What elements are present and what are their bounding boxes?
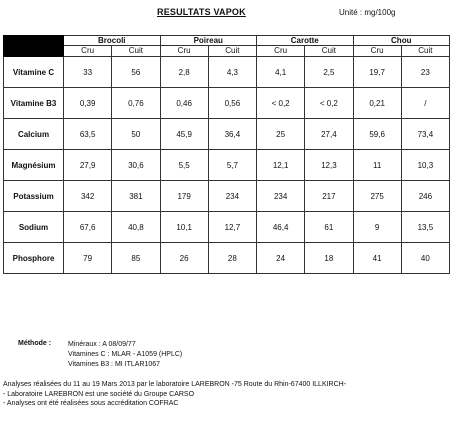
- table-cell: 27,4: [305, 119, 353, 150]
- note-line: - Analyses ont été réalisées sous accréditation COFRAC: [3, 400, 179, 407]
- subheader-cru: Cru: [353, 46, 401, 57]
- table-corner: [4, 36, 64, 57]
- table-cell: /: [401, 88, 449, 119]
- table-cell: 18: [305, 243, 353, 274]
- note-line: - Laboratoire LAREBRON est une société du Groupe CARSO: [3, 390, 195, 398]
- table-cell: 40: [401, 243, 449, 274]
- table-row: [4, 150, 450, 181]
- row-label: Calcium: [4, 119, 64, 150]
- table-cell: 12,1: [257, 150, 305, 181]
- analysis-notes: [3, 380, 346, 409]
- table-cell: 45,9: [160, 119, 208, 150]
- subheader-cuit: Cuit: [305, 46, 353, 57]
- table-cell: 50: [112, 119, 160, 150]
- subheader-cru: Cru: [257, 46, 305, 57]
- table-cell: 79: [64, 243, 112, 274]
- table-cell: 4,1: [257, 57, 305, 88]
- table-cell: 46,4: [257, 212, 305, 243]
- table-cell: < 0,2: [305, 88, 353, 119]
- table-cell: 0,39: [64, 88, 112, 119]
- table-cell: 19,7: [353, 57, 401, 88]
- table-cell: 61: [305, 212, 353, 243]
- page-title: RESULTATS VAPOK: [157, 7, 246, 17]
- table-cell: 0,21: [353, 88, 401, 119]
- subheader-cru: Cru: [64, 46, 112, 57]
- table-cell: 41: [353, 243, 401, 274]
- subheader-cuit: Cuit: [401, 46, 449, 57]
- table-cell: 85: [112, 243, 160, 274]
- method-line: Minéraux : A 08/09/77: [68, 341, 136, 348]
- row-label: Magnésium: [4, 150, 64, 181]
- table-cell: 5,7: [208, 150, 256, 181]
- row-label: Phosphore: [4, 243, 64, 274]
- table-row: [4, 243, 450, 274]
- row-label: Vitamine B3: [4, 88, 64, 119]
- row-label: Vitamine C: [4, 57, 64, 88]
- header-brocoli: Brocoli: [64, 36, 161, 46]
- subheader-cuit: Cuit: [112, 46, 160, 57]
- method-label: Méthode :: [18, 340, 52, 347]
- table-cell: 28: [208, 243, 256, 274]
- table-cell: 67,6: [64, 212, 112, 243]
- table-cell: 246: [401, 181, 449, 212]
- table-cell: 217: [305, 181, 353, 212]
- table-cell: 234: [208, 181, 256, 212]
- unit-label: Unité : mg/100g: [339, 8, 396, 17]
- state-header-row: [4, 46, 450, 57]
- header-poireau: Poireau: [160, 36, 257, 46]
- table-cell: 73,4: [401, 119, 449, 150]
- table-row: [4, 119, 450, 150]
- table-cell: 10,1: [160, 212, 208, 243]
- header-carotte: Carotte: [257, 36, 354, 46]
- table-cell: 30,6: [112, 150, 160, 181]
- table-cell: 23: [401, 57, 449, 88]
- results-table: [3, 35, 450, 274]
- method-line: Vitamines C : MLAR - A1059 (HPLC): [68, 351, 183, 358]
- table-cell: 27,9: [64, 150, 112, 181]
- table-cell: 0,56: [208, 88, 256, 119]
- table-cell: 12,3: [305, 150, 353, 181]
- table-cell: 56: [112, 57, 160, 88]
- method-list: [68, 340, 182, 370]
- row-label: Sodium: [4, 212, 64, 243]
- table-cell: 36,4: [208, 119, 256, 150]
- table-cell: 4,3: [208, 57, 256, 88]
- table-cell: 0,46: [160, 88, 208, 119]
- table-cell: 24: [257, 243, 305, 274]
- table-cell: 179: [160, 181, 208, 212]
- table-cell: 275: [353, 181, 401, 212]
- table-cell: 9: [353, 212, 401, 243]
- table-cell: 0,76: [112, 88, 160, 119]
- table-cell: 2,5: [305, 57, 353, 88]
- table-cell: 234: [257, 181, 305, 212]
- table-cell: 2,8: [160, 57, 208, 88]
- vegetable-header-row: [4, 36, 450, 46]
- subheader-cru: Cru: [160, 46, 208, 57]
- table-cell: 10,3: [401, 150, 449, 181]
- header-chou: Chou: [353, 36, 450, 46]
- table-cell: 25: [257, 119, 305, 150]
- table-cell: 5,5: [160, 150, 208, 181]
- table-cell: 26: [160, 243, 208, 274]
- table-cell: 33: [64, 57, 112, 88]
- table-cell: 13,5: [401, 212, 449, 243]
- table-cell: 59,6: [353, 119, 401, 150]
- table-row: [4, 212, 450, 243]
- table-cell: 40,8: [112, 212, 160, 243]
- table-cell: 63,5: [64, 119, 112, 150]
- table-row: [4, 88, 450, 119]
- table-cell: 12,7: [208, 212, 256, 243]
- method-line: Vitamines B3 : MI ITLAR1067: [68, 361, 161, 368]
- table-cell: 381: [112, 181, 160, 212]
- table-cell: 11: [353, 150, 401, 181]
- table-cell: 342: [64, 181, 112, 212]
- row-label: Potassium: [4, 181, 64, 212]
- subheader-cuit: Cuit: [208, 46, 256, 57]
- table-body: [4, 57, 450, 274]
- table-row: [4, 181, 450, 212]
- table-cell: < 0,2: [257, 88, 305, 119]
- table-row: [4, 57, 450, 88]
- note-line: Analyses réalisées du 11 au 19 Mars 2013 par le laboratoire LAREBRON -75 Route du Rhin-67400 ILLKIRCH-: [3, 381, 347, 388]
